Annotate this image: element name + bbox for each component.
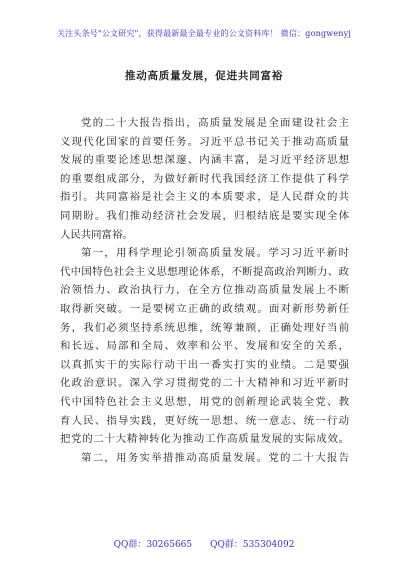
- document-title: 推动高质量发展，促进共同富裕: [124, 70, 284, 82]
- qq-group-1: QQ群：30265665: [113, 540, 193, 550]
- paragraph-line: 和长远、局部和全局、效率和公平、发展和安全的关系，: [60, 340, 349, 353]
- paragraph-line: 发展的重要论述思想深邃、内涵丰富，是习近平经济思想: [60, 154, 349, 167]
- paragraph-line: 第二，用务实举措推动高质量发展。党的二十大报告: [81, 451, 349, 464]
- paragraph-line: 党的二十大报告指出，高质量发展是全面建设社会主: [81, 117, 349, 129]
- qq-group-2: QQ群：535304092: [210, 540, 295, 550]
- paragraph-line: 治领悟力、政治执行力，在全方位推动高质量发展上不断: [60, 284, 349, 297]
- paragraph-line: 代中国特色社会主义思想理论体系，不断提高政治判断力、政: [60, 265, 349, 278]
- paragraph-line: 务，我们必须坚持系统思维，统筹兼顾，正确处理好当前: [60, 321, 349, 334]
- paragraph-line: 育人民、指导实践，更好统一思想、统一意志、统一行动: [60, 414, 349, 427]
- paragraph-line: 取得新突破。一是要树立正确的政绩观。面对新形势新任: [60, 302, 349, 315]
- paragraph-line: 代中国特色社会主义思想，用党的创新理论武装全党、教: [60, 395, 349, 408]
- footer-contacts: [0, 537, 408, 550]
- paragraph-line: 把党的二十大精神转化为推动工作高质量发展的实际成效。: [60, 433, 349, 446]
- paragraph-line: 人民共同富裕。: [60, 228, 133, 241]
- paragraph-line: 的重要组成部分，为做好新时代我国经济工作提供了科学: [60, 172, 349, 185]
- paragraph-line: 指引。共同富裕是社会主义的本质要求，是人民群众的共: [60, 191, 349, 204]
- paragraph-line: 义现代化国家的首要任务。习近平总书记关于推动高质量: [60, 135, 349, 148]
- paragraph-line: 第一，用科学理论引领高质量发展。学习习近平新时: [81, 247, 349, 260]
- promo-banner: 关注头条号"公文研究"，获得最新最全最专业的公文资料库！ 微信：gongwenyj: [56, 29, 352, 38]
- document-body: [60, 114, 349, 467]
- paragraph-line: 以真抓实干的实际行动干出一番实打实的业绩。二是要强: [60, 358, 349, 371]
- paragraph-line: 化政治意识。深入学习贯彻党的二十大精神和习近平新时: [60, 377, 349, 390]
- paragraph-line: 同期盼。我们推动经济社会发展，归根结底是要实现全体: [60, 209, 349, 222]
